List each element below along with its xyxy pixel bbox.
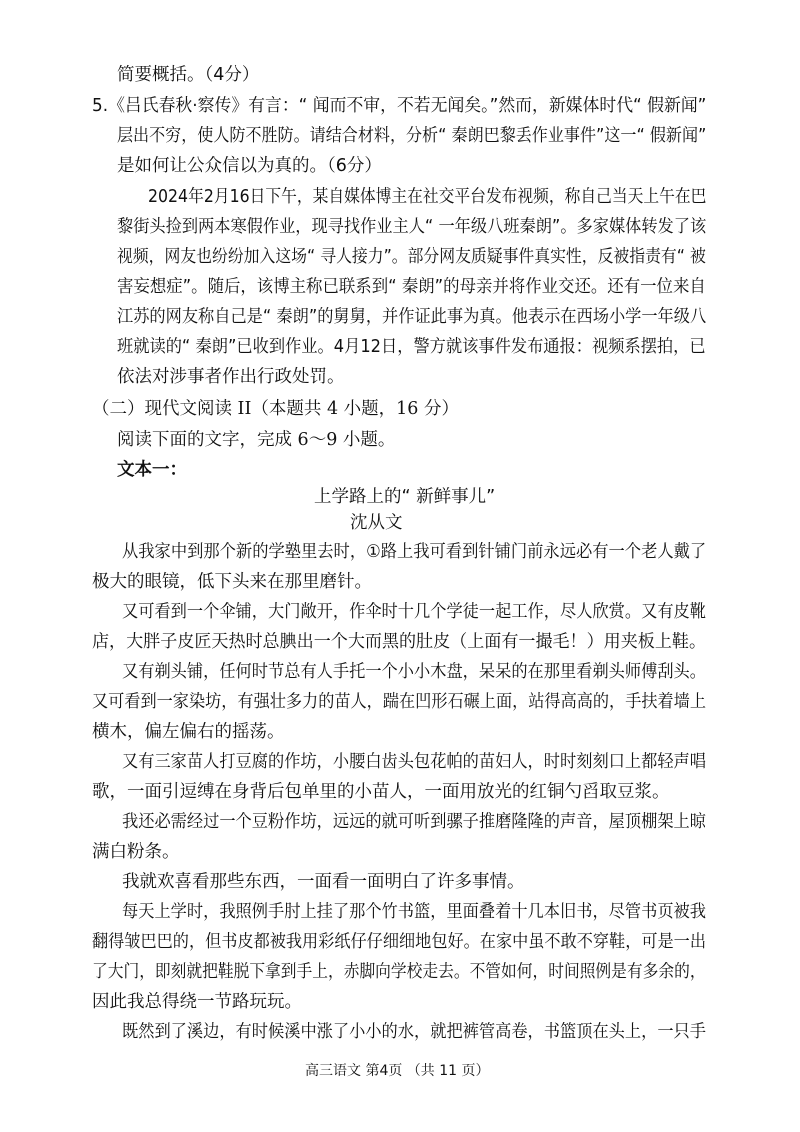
essay-line: 因此我总得绕一节路玩玩。 bbox=[92, 992, 302, 1012]
material-line: 2024年2月16日下午，某自媒体博主在社交平台发布视频，称自己当天上午在巴 bbox=[148, 187, 707, 207]
material-line: 黎街头捡到两本寒假作业，现寻找作业主人“ 一年级八班秦朗”。多家媒体转发了该 bbox=[117, 217, 707, 237]
essay-line: 了大门，即刻就把鞋脱下拿到手上，赤脚向学校走去。不管如何，时间照例是有多余的， bbox=[92, 962, 706, 982]
essay-line: 每天上学时，我照例手肘上挂了那个竹书篮，里面叠着十几本旧书，尽管书页被我 bbox=[122, 902, 706, 922]
essay-title: 上学路上的“ 新鲜事儿” bbox=[314, 487, 496, 507]
essay-line: 我就欢喜看那些东西，一面看一面明白了许多事情。 bbox=[122, 872, 525, 892]
page-footer: 高三语文 第4页 （共 11 页） bbox=[305, 1063, 490, 1079]
essay-line: 我还必需经过一个豆粉作坊，远远的就可听到骡子推磨隆隆的声音，屋顶棚架上晾 bbox=[122, 812, 706, 832]
material-line: 江苏的网友称自己是“ 秦朗”的舅舅，并作证此事为真。他表示在西场小学一年级八 bbox=[117, 307, 707, 327]
question-5-line: 5.《吕氏春秋·察传》有言：“ 闻而不审，不若无闻矣。”然而，新媒体时代“ 假新闻” bbox=[92, 96, 707, 116]
question-4-tail: 简要概括。（4分） bbox=[117, 65, 260, 85]
essay-line: 既然到了溪边，有时候溪中涨了小小的水，就把裤管高卷，书篮顶在头上，一只手 bbox=[122, 1022, 706, 1042]
essay-line: 又有三家苗人打豆腐的作坊，小腰白齿头包花帕的苗妇人，时时刻刻口上都轻声唱 bbox=[122, 752, 706, 772]
section-heading: （二）现代文阅读 II（本题共 4 小题，16 分） bbox=[92, 399, 459, 419]
essay-line: 歌，一面引逗缚在身背后包单里的小苗人，一面用放光的红铜勺舀取豆浆。 bbox=[92, 782, 670, 802]
material-line: 害妄想症”。随后，该博主称已联系到“ 秦朗”的母亲并将作业交还。还有一位来自 bbox=[117, 277, 706, 297]
text-label: 文本一： bbox=[117, 460, 187, 480]
material-line: 班就读的“ 秦朗”已收到作业。4月12日，警方就该事件发布通报：视频系摆拍，已 bbox=[117, 337, 706, 357]
essay-line: 店，大胖子皮匠天热时总腆出一个大而黑的肚皮（上面有一撮毛！）用夹板上鞋。 bbox=[92, 632, 706, 652]
essay-line: 翻得皱巴巴的，但书皮都被我用彩纸仔仔细细地包好。在家中虽不敢不穿鞋，可是一出 bbox=[92, 932, 706, 952]
essay-line: 极大的眼镜，低下头来在那里磨针。 bbox=[92, 572, 372, 592]
essay-line: 从我家中到那个新的学塾里去时，①路上我可看到针铺门前永远必有一个老人戴了 bbox=[122, 542, 707, 562]
essay-line: 满白粉条。 bbox=[92, 842, 180, 862]
question-5-line: 层出不穷，使人防不胜防。请结合材料，分析“ 秦朗巴黎丢作业事件”这一“ 假新闻” bbox=[117, 126, 707, 146]
essay-line: 又可看到一家染坊，有强壮多力的苗人，踹在凹形石碾上面，站得高高的，手扶着墙上 bbox=[92, 692, 706, 712]
essay-line: 横木，偏左偏右的摇荡。 bbox=[92, 722, 285, 742]
material-line: 视频，网友也纷纷加入这场“ 寻人接力”。部分网友质疑事件真实性，反被指责有“ 被 bbox=[117, 247, 706, 267]
essay-line: 又可看到一个伞铺，大门敞开，作伞时十几个学徒一起工作，尽人欣赏。又有皮靴 bbox=[122, 602, 706, 622]
essay-author: 沈从文 bbox=[350, 513, 403, 533]
essay-line: 又有剃头铺，任何时节总有人手托一个小小木盘，呆呆的在那里看剃头师傅刮头。 bbox=[122, 662, 706, 682]
section-instruction: 阅读下面的文字，完成 6～9 小题。 bbox=[117, 430, 396, 450]
question-5-line: 是如何让公众信以为真的。（6分） bbox=[117, 156, 382, 176]
material-line: 依法对涉事者作出行政处罚。 bbox=[117, 367, 345, 387]
